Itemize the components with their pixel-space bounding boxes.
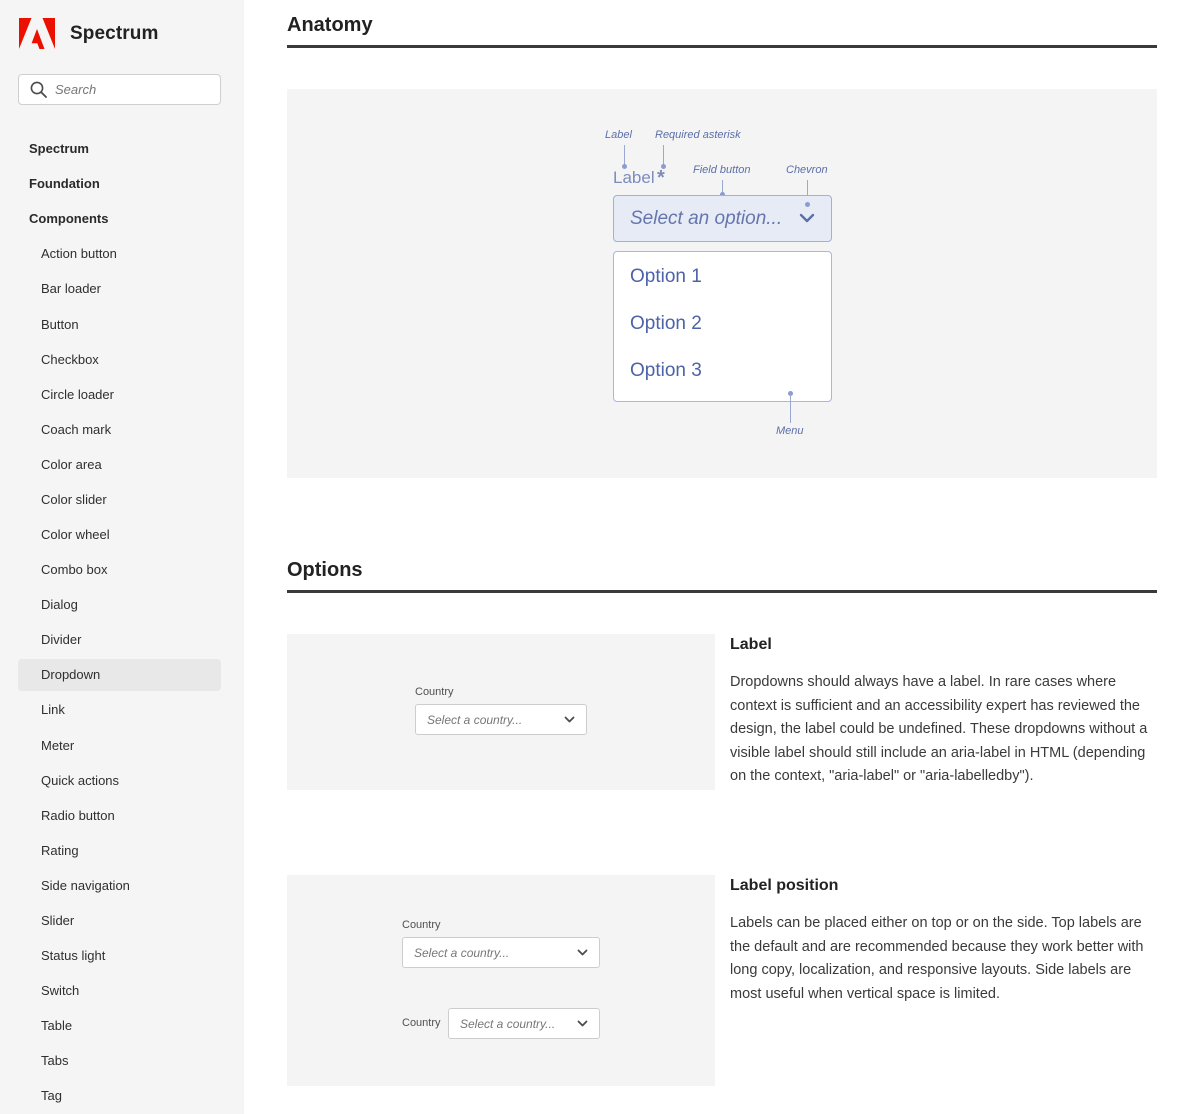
anatomy-menu	[613, 251, 832, 402]
nav-item-meter[interactable]: Meter	[41, 737, 75, 753]
side-label-dropdown-placeholder: Select a country...	[460, 1016, 556, 1031]
anatomy-required-asterisk: *	[657, 167, 665, 189]
anatomy-field-placeholder: Select an option...	[630, 207, 783, 229]
nav-item-dialog[interactable]: Dialog	[41, 597, 78, 613]
nav-item-coach-mark[interactable]: Coach mark	[41, 421, 112, 437]
label-position-demo	[287, 875, 715, 1086]
nav-item-tabs[interactable]: Tabs	[41, 1053, 69, 1069]
country-dropdown-placeholder: Select a country...	[427, 712, 523, 727]
anatomy-divider	[287, 45, 1157, 48]
label-position-description	[730, 877, 1160, 1006]
chevron-down-icon	[577, 1019, 588, 1028]
options-divider	[287, 590, 1157, 593]
nav-item-slider[interactable]: Slider	[41, 913, 75, 929]
anatomy-option-3: Option 3	[630, 360, 702, 381]
country-dropdown[interactable]	[415, 704, 587, 735]
sidebar	[0, 0, 244, 1114]
anatomy-option-2: Option 2	[630, 313, 702, 334]
annotation-chevron-dot	[805, 202, 810, 207]
annotation-menu: Menu	[776, 425, 804, 437]
nav-item-combo-box[interactable]: Combo box	[41, 562, 108, 578]
options-heading: Options	[287, 559, 363, 581]
side-navigation	[18, 131, 221, 1114]
adobe-logo-icon	[19, 18, 55, 49]
brand-name: Spectrum	[70, 22, 159, 44]
side-label-country-dropdown[interactable]	[448, 1008, 600, 1039]
anatomy-field-button	[613, 195, 832, 242]
annotation-label: Label	[605, 129, 632, 141]
chevron-down-icon	[564, 715, 575, 724]
label-position-body: Labels can be placed either on top or on the side. Top labels are the default and are recommended because they work better with long copy, localization, and responsive layouts. Side labels are most useful when vertical space is limited.	[730, 915, 1144, 1002]
label-section-body: Dropdowns should always have a label. In rare cases where context is sufficient and an accessibility expert has reviewed the design, the label could be undefined. These dropdowns without a visible label should still include an aria-label in HTML (depending on the context, "aria-label" or "aria-labelledby").	[730, 674, 1148, 784]
anatomy-illustration	[287, 89, 1157, 478]
brand[interactable]	[19, 18, 158, 49]
nav-item-color-area[interactable]: Color area	[41, 456, 102, 472]
nav-item-bar-loader[interactable]: Bar loader	[41, 281, 101, 297]
chevron-down-icon	[799, 212, 815, 224]
annotation-field-button: Field button	[693, 164, 751, 176]
nav-item-link[interactable]: Link	[41, 702, 65, 718]
top-label-dropdown-placeholder: Select a country...	[414, 945, 510, 960]
label-demo	[287, 634, 715, 790]
nav-item-circle-loader[interactable]: Circle loader	[41, 386, 114, 402]
nav-item-dropdown[interactable]: Dropdown	[18, 659, 221, 691]
nav-item-checkbox[interactable]: Checkbox	[41, 351, 99, 367]
nav-item-divider[interactable]: Divider	[41, 632, 82, 648]
annotation-chevron: Chevron	[786, 164, 828, 176]
nav-item-side-navigation[interactable]: Side navigation	[41, 877, 130, 893]
nav-item-color-slider[interactable]: Color slider	[41, 491, 107, 507]
annotation-required-asterisk: Required asterisk	[655, 129, 741, 141]
label-section-heading: Label	[730, 636, 772, 653]
nav-item-quick-actions[interactable]: Quick actions	[41, 772, 120, 788]
top-label-country-dropdown[interactable]	[402, 937, 600, 968]
chevron-down-icon	[577, 948, 588, 957]
nav-item-components[interactable]: Components	[29, 211, 109, 227]
search-box[interactable]	[18, 74, 221, 105]
label-description	[730, 636, 1160, 789]
annotation-menu-line	[790, 394, 791, 423]
nav-item-foundation[interactable]: Foundation	[29, 176, 100, 192]
nav-item-button[interactable]: Button	[41, 316, 79, 332]
nav-item-tag[interactable]: Tag	[41, 1088, 62, 1104]
nav-item-status-light[interactable]: Status light	[41, 948, 106, 964]
search-input[interactable]	[55, 82, 205, 97]
nav-item-action-button[interactable]: Action button	[41, 246, 117, 262]
anatomy-option-1: Option 1	[630, 266, 702, 287]
search-icon	[30, 81, 47, 98]
demo-country-label: Country	[415, 686, 454, 698]
label-position-heading: Label position	[730, 877, 839, 894]
nav-item-rating[interactable]: Rating	[41, 842, 79, 858]
nav-item-spectrum[interactable]: Spectrum	[29, 141, 89, 157]
nav-item-color-wheel[interactable]: Color wheel	[41, 527, 110, 543]
anatomy-heading: Anatomy	[287, 14, 373, 36]
nav-item-switch[interactable]: Switch	[41, 983, 80, 999]
nav-item-radio-button[interactable]: Radio button	[41, 807, 115, 823]
demo-top-country-label: Country	[402, 919, 441, 931]
nav-item-table[interactable]: Table	[41, 1018, 73, 1034]
anatomy-field-label: Label	[613, 168, 655, 187]
demo-side-country-label: Country	[402, 1017, 441, 1029]
